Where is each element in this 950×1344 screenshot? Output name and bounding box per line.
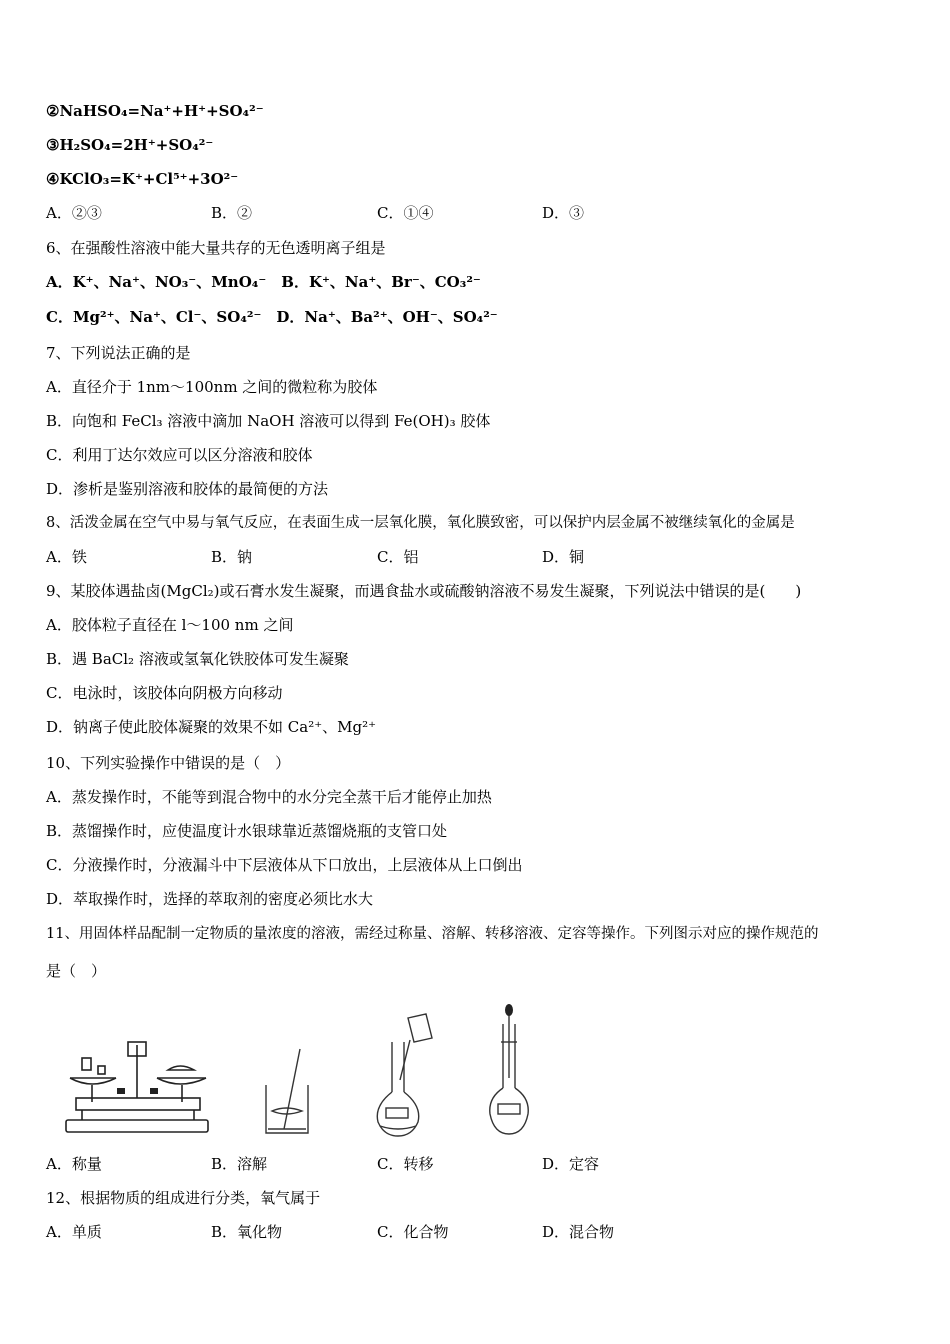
q9-option-a: A．胶体粒子直径在 l～100 nm 之间: [46, 616, 294, 634]
q5-item-3: ③H₂SO₄=2H⁺+SO₄²⁻: [46, 136, 214, 154]
volumetric-flask-figure: [484, 1000, 540, 1140]
q7-option-b: B．向饱和 FeCl₃ 溶液中滴加 NaOH 溶液可以得到 Fe(OH)₃ 胶体: [46, 412, 491, 430]
q8-option-a: A．铁: [46, 548, 87, 566]
q12-stem: 12、根据物质的组成进行分类，氧气属于: [46, 1189, 321, 1207]
q8-option-b: B．钠: [211, 548, 253, 566]
q10-option-b: B．蒸馏操作时，应使温度计水银球靠近蒸馏烧瓶的支管口处: [46, 822, 448, 840]
q9-option-c: C．电泳时，该胶体向阴极方向移动: [46, 684, 283, 702]
q8-option-d: D．铜: [542, 548, 585, 566]
q6-stem: 6、在强酸性溶液中能大量共存的无色透明离子组是: [46, 239, 386, 257]
q9-option-b: B．遇 BaCl₂ 溶液或氢氧化铁胶体可发生凝聚: [46, 650, 349, 668]
q5-option-d: D．③: [542, 204, 585, 222]
beaker-stirring-figure: [258, 1045, 318, 1140]
q5-option-c: C．①④: [377, 204, 434, 222]
q12-option-a: A．单质: [46, 1223, 102, 1241]
transfer-flask-figure: [370, 1012, 450, 1140]
q7-option-a: A．直径介于 1nm～100nm 之间的微粒称为胶体: [46, 378, 378, 396]
q12-option-d: D．混合物: [542, 1223, 615, 1241]
q11-option-a: A．称量: [46, 1155, 102, 1173]
q5-item-2: ②NaHSO₄=Na⁺+H⁺+SO₄²⁻: [46, 102, 264, 120]
q7-option-d: D．渗析是鉴别溶液和胶体的最简便的方法: [46, 480, 329, 498]
q10-option-d: D．萃取操作时，选择的萃取剂的密度必须比水大: [46, 890, 374, 908]
balance-scale-figure: [62, 1030, 212, 1138]
q11-stem-line-1: 11、用固体样品配制一定物质的量浓度的溶液，需经过称量、溶解、转移溶液、定容等操作。下列图示对应的操作规范的: [46, 926, 819, 942]
q6-options-line-2: C．Mg²⁺、Na⁺、Cl⁻、SO₄²⁻ D．Na⁺、Ba²⁺、OH⁻、SO₄²⁻: [46, 308, 498, 326]
q9-option-d: D．钠离子使此胶体凝聚的效果不如 Ca²⁺、Mg²⁺: [46, 718, 377, 736]
q5-option-a: A．②③: [46, 204, 102, 222]
q8-option-c: C．铝: [377, 548, 419, 566]
q5-option-b: B．②: [211, 204, 253, 222]
q6-options-line-1: A．K⁺、Na⁺、NO₃⁻、MnO₄⁻ B．K⁺、Na⁺、Br⁻、CO₃²⁻: [46, 273, 481, 291]
q10-option-c: C．分液操作时，分液漏斗中下层液体从下口放出，上层液体从上口倒出: [46, 856, 523, 874]
q11-option-d: D．定容: [542, 1155, 600, 1173]
q11-option-b: B．溶解: [211, 1155, 268, 1173]
q7-option-c: C．利用丁达尔效应可以区分溶液和胶体: [46, 446, 313, 464]
q9-stem: 9、某胶体遇盐卤(MgCl₂)或石膏水发生凝聚，而遇食盐水或硫酸钠溶液不易发生凝聚，下列说法中错误的是( ): [46, 582, 802, 600]
q10-stem: 10、下列实验操作中错误的是（ ）: [46, 754, 291, 772]
q5-item-4: ④KClO₃=K⁺+Cl⁵⁺+3O²⁻: [46, 170, 239, 188]
q11-stem-line-2: 是（ ）: [46, 962, 107, 980]
q11-option-c: C．转移: [377, 1155, 434, 1173]
q12-option-c: C．化合物: [377, 1223, 449, 1241]
q8-stem: 8、活泼金属在空气中易与氧气反应，在表面生成一层氧化膜，氧化膜致密，可以保护内层金属不被继续氧化的金属是: [46, 515, 795, 531]
q12-option-b: B．氧化物: [211, 1223, 283, 1241]
q10-option-a: A．蒸发操作时，不能等到混合物中的水分完全蒸干后才能停止加热: [46, 788, 492, 806]
q7-stem: 7、下列说法正确的是: [46, 344, 191, 362]
